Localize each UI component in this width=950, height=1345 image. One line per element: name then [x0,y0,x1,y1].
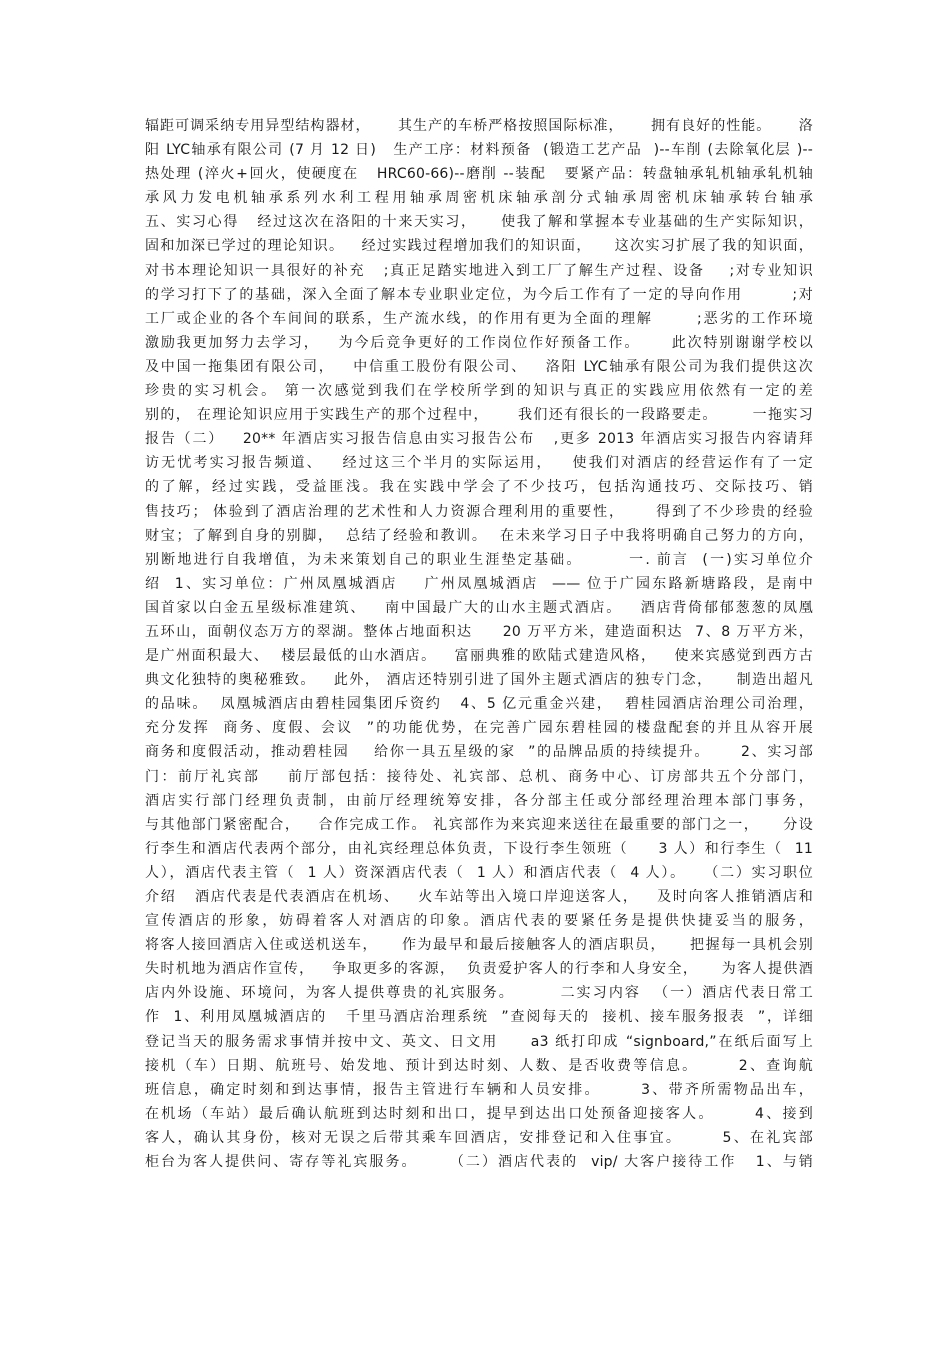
text-line: 介绍 酒店代表是代表酒店在机场、 火车站等出入境口岸迎送客人， 及时向客人推销酒店和 [145,889,813,905]
text-line: 访无忧考实习报告频道、 经过这三个半月的实际运用， 使我们对酒店的经营运作有了一定 [145,455,813,472]
text-line: 商务和度假活动，推动碧桂园 给你一具五星级的家 ”的品牌品质的持续提升。 2、实习部 [145,744,813,761]
text-line: 失时机地为酒店作宣传， 争取更多的客源， 负责爱护客人的行李和人身安全， 为客人提供酒 [145,961,813,978]
text-line: 报告（二） 20** 年酒店实习报告信息由实习报告公布 ,更多 2013 年酒店实习报告内容请拜 [145,431,813,448]
text-line: 五环山，面朝仪态万方的翠湖。整体占地面积达 20 万平方米，建造面积达 7、8 万平方米， [145,623,813,640]
text-line: 充分发挥 商务、度假、会议 ”的功能优势，在完善广园东碧桂园的楼盘配套的并且从容开展 [145,720,813,737]
text-line: 及中国一拖集团有限公司， 中信重工股份有限公司、 洛阳 LYC轴承有限公司为我们提供这次 [145,358,813,375]
text-line: 承风力发电机轴承系列水利工程用轴承周密机床轴承剖分式轴承周密机床轴承转台轴承 [145,190,813,207]
text-line: 与其他部门紧密配合， 合作完成工作。 礼宾部作为来宾迎来送往在最重要的部门之一， 分设 [145,816,813,833]
text-line: 阳 LYC轴承有限公司 (7 月 12 日) 生产工序：材料预备 (锻造工艺产品 )--车削 (去除氧化层 )-- [145,142,813,159]
text-line: 辐距可调采纳专用异型结构器材， 其生产的车桥严格按照国际标准， 拥有良好的性能。 洛 [145,118,813,134]
text-line: 在机场（车站）最后确认航班到达时刻和出口，提早到达出口处预备迎接客人。 4、接到 [145,1105,813,1122]
text-line: 工厂或企业的各个车间间的联系，生产流水线，的作用有更为全面的理解 ;恶劣的工作环境 [145,310,813,327]
text-line: 酒店实行部门经理负责制，由前厅经理统筹安排，各分部主任或分部经理治理本部门事务， [145,792,813,809]
text-line: 别的， 在理论知识应用于实践生产的那个过程中， 我们还有很长的一段路要走。 一拖实习 [145,407,813,424]
text-line: 珍贵的实习机会。 第一次感觉到我们在学校所学到的知识与真正的实践应用依然有一定的差 [145,383,813,400]
text-line: 门：前厅礼宾部 前厅部包括：接待处、礼宾部、总机、商务中心、订房部共五个分部门， [145,768,813,785]
text-line: 售技巧； 体验到了酒店治理的艺术性和人力资源合理利用的重要性， 得到了不少珍贵的经验 [145,503,813,520]
text-line: 激励我更加努力去学习， 为今后竞争更好的工作岗位作好预备工作。 此次特别谢谢学校以 [145,334,813,351]
text-line: 将客人接回酒店入住或送机送车， 作为最早和最后接触客人的酒店职员， 把握每一具机会别 [145,937,813,954]
text-line: 固和加深已学过的理论知识。 经过实践过程增加我们的知识面， 这次实习扩展了我的知识面， [145,238,813,255]
text-line: 典文化独特的奥秘雅致。 此外， 酒店还特别引进了国外主题式酒店的独专门念， 制造出超凡 [145,672,813,689]
text-line: 人），酒店代表主管（ 1 人）资深酒店代表（ 1 人）和酒店代表（ 4 人）。 （二）实习职位 [145,864,813,881]
document-body [145,114,813,1174]
text-line: 对书本理论知识一具很好的补充 ;真正足踏实地进入到工厂了解生产过程、设备 ;对专业知识 [145,262,813,279]
text-line: 行李生和酒店代表两个部分，由礼宾经理总体负责，下设行李生领班（ 3 人）和行李生（ 11 [145,840,813,857]
text-line: 是广州面积最大、 楼层最低的山水酒店。 富丽典雅的欧陆式建造风格， 使来宾感觉到西方古 [145,648,813,665]
text-line: 财宝；了解到自身的别脚， 总结了经验和教训。 在未来学习日子中我将明确自己努力的方向， [145,527,813,544]
text-line: 绍 1、实习单位：广州凤凰城酒店 广州凤凰城酒店 —— 位于广园东路新塘路段，是南中 [145,575,813,592]
text-line: 热处理 (淬火+回火，使硬度在 HRC60-66)--磨削 --装配 要紧产品：转盘轴承轧机轴承轧机轴 [145,166,813,183]
text-line: 店内外设施、环境问，为客人提供尊贵的礼宾服务。 二实习内容 （一）酒店代表日常工 [145,985,813,1002]
text-line: 宣传酒店的形象，妨碍着客人对酒店的印象。酒店代表的要紧任务是提供快捷妥当的服务， [145,913,813,930]
text-line: 国首家以白金五星级标准建筑、 南中国最广大的山水主题式酒店。 酒店背倚郁郁葱葱的凤凰 [145,599,813,616]
text-line: 的了解，经过实践，受益匪浅。我在实践中学会了不少技巧，包括沟通技巧、交际技巧、销 [145,479,813,496]
text-line: 别断地进行自我增值，为未来策划自己的职业生涯垫定基础。 一. 前言 (一)实习单位介 [145,551,813,568]
text-line: 登记当天的服务需求事情并按中文、英文、日文用 a3 纸打印成 “signboard,”在纸后面写上 [145,1033,813,1050]
text-line: 班信息，确定时刻和到达事情，报告主管进行车辆和人员安排。 3、带齐所需物品出车， [145,1081,813,1098]
text-line: 接机（车）日期、航班号、始发地、预计到达时刻、人数、是否收费等信息。 2、查询航 [145,1057,813,1074]
text-line: 作 1、利用凤凰城酒店的 千里马酒店治理系统 ”查阅每天的 接机、接车服务报表 ”，详细 [145,1009,813,1026]
text-line: 柜台为客人提供问、寄存等礼宾服务。 （二）酒店代表的 vip/ 大客户接待工作 1、与销 [145,1154,813,1171]
text-line: 的品味。 凤凰城酒店由碧桂园集团斥资约 4、5 亿元重金兴建， 碧桂园酒店治理公司治理， [145,696,813,713]
text-line: 客人，确认其身份，核对无误之后带其乘车回酒店，安排登记和入住事宜。 5、在礼宾部 [145,1129,813,1146]
text-line: 五、实习心得 经过这次在洛阳的十来天实习， 使我了解和掌握本专业基础的生产实际知识， [145,214,813,231]
text-line: 的学习打下了的基础，深入全面了解本专业职业定位，为今后工作有了一定的导向作用 ;对 [145,286,813,303]
